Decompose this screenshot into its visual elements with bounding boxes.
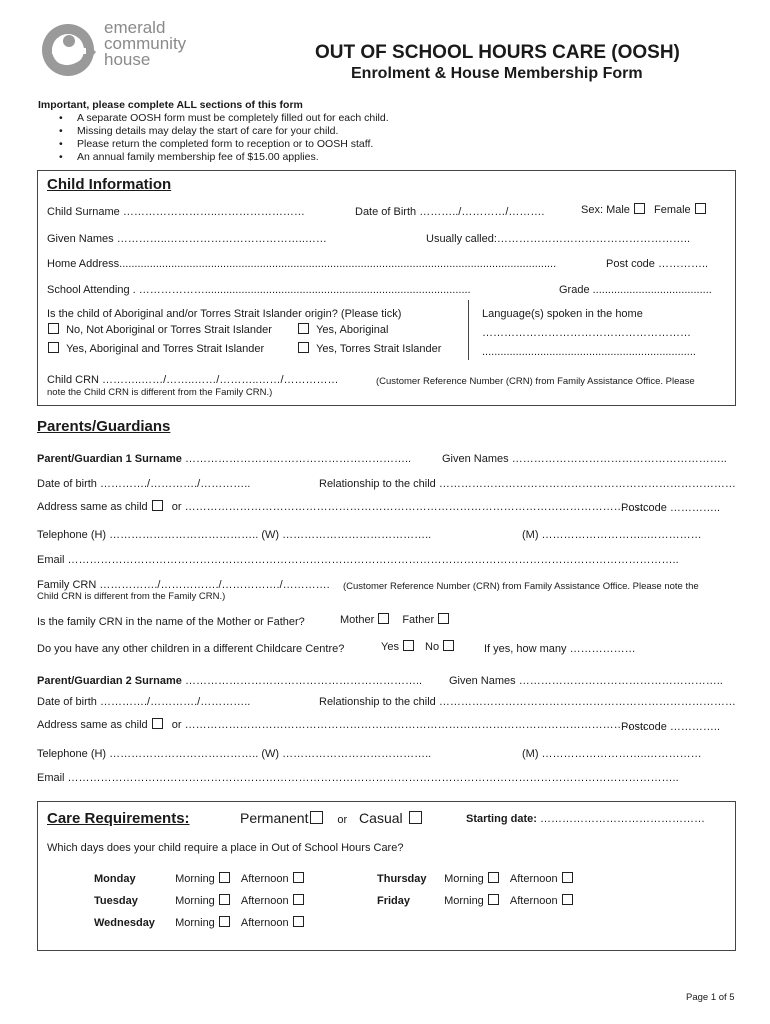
morning-label: Morning bbox=[444, 895, 484, 907]
morning-label: Morning bbox=[175, 873, 215, 885]
important-bullet: • Missing details may delay the start of care for your child. bbox=[53, 125, 389, 138]
morning-label: Morning bbox=[175, 895, 215, 907]
mother-label: Mother bbox=[340, 614, 375, 626]
aboriginal-option-no bbox=[44, 323, 272, 336]
other-children-options bbox=[381, 640, 454, 653]
friday-label: Friday bbox=[377, 895, 411, 907]
tuesday-row bbox=[94, 894, 304, 907]
afternoon-label: Afternoon bbox=[509, 873, 558, 885]
yes-checkbox[interactable] bbox=[403, 640, 414, 651]
aboriginal-option-yes bbox=[294, 323, 388, 336]
days-question: Which days does your child require a place in Out of School Hours Care? bbox=[47, 842, 404, 854]
afternoon-label: Afternoon bbox=[240, 873, 289, 885]
sex-female-label: Female bbox=[653, 204, 691, 216]
care-type-row bbox=[240, 810, 422, 826]
p2-email-field[interactable]: Email ………………………………………………………………………………………………………………………………………………….. bbox=[37, 772, 679, 784]
important-list bbox=[53, 112, 389, 164]
tuesday-afternoon-checkbox[interactable] bbox=[293, 894, 304, 905]
p1-surname-row[interactable] bbox=[37, 453, 411, 465]
permanent-label: Permanent bbox=[240, 810, 309, 826]
crn-name-question: Is the family CRN in the name of the Mother or Father? bbox=[37, 616, 305, 628]
starting-date-row[interactable] bbox=[466, 813, 705, 825]
p2-telephone-field[interactable]: Telephone (H) ………………………………….. (W) ………………………………….. bbox=[37, 748, 432, 760]
care-requirements-title: Care Requirements: bbox=[47, 810, 190, 827]
thursday-afternoon-checkbox[interactable] bbox=[562, 872, 573, 883]
afternoon-label: Afternoon bbox=[240, 917, 289, 929]
p1-address-same-label: Address same as child bbox=[37, 501, 148, 513]
how-many-field[interactable]: If yes, how many ……………… bbox=[484, 643, 636, 655]
languages-line-2[interactable]: ...................................................................... bbox=[482, 346, 696, 358]
child-dob-field[interactable]: Date of Birth ………../…………/………. bbox=[355, 206, 545, 218]
not-aboriginal-checkbox[interactable] bbox=[48, 323, 59, 334]
page-number: Page 1 of 5 bbox=[686, 992, 735, 1003]
family-crn-note: (Customer Reference Number (CRN) from Family Assistance Office. Please note the bbox=[343, 581, 699, 592]
grade-field[interactable]: Grade ....................................... bbox=[559, 284, 712, 296]
no-label: No bbox=[425, 641, 440, 653]
monday-afternoon-checkbox[interactable] bbox=[293, 872, 304, 883]
family-crn-field[interactable]: Family CRN ……………./……………./……………./…………. bbox=[37, 579, 330, 591]
yes-label: Yes bbox=[381, 641, 399, 653]
child-given-names-field[interactable]: Given Names …………..………………………………..…… bbox=[47, 233, 327, 245]
p2-surname-row[interactable] bbox=[37, 675, 422, 687]
tuesday-morning-checkbox[interactable] bbox=[219, 894, 230, 905]
p2-address-field[interactable]: or ……………………………………………………………………………………………………………… bbox=[171, 719, 647, 731]
father-checkbox[interactable] bbox=[438, 613, 449, 624]
p1-email-field[interactable]: Email ………………………………………………………………………………………………………………………………………………….. bbox=[37, 554, 679, 566]
wednesday-label: Wednesday bbox=[94, 917, 155, 929]
aboriginal-option-both bbox=[44, 342, 264, 355]
home-address-field[interactable]: Home Address............................................................................................................................................... bbox=[47, 258, 557, 270]
languages-line-1[interactable]: ………………………………………………… bbox=[482, 327, 691, 339]
aboriginal-question: Is the child of Aboriginal and/or Torres Strait Islander origin? (Please tick) bbox=[47, 308, 402, 320]
important-bullet: • Please return the completed form to reception or to OOSH staff. bbox=[53, 138, 389, 151]
child-postcode-field[interactable]: Post code ………….. bbox=[606, 258, 709, 270]
p1-address-same-checkbox[interactable] bbox=[152, 500, 163, 511]
friday-morning-checkbox[interactable] bbox=[488, 894, 499, 905]
thursday-morning-checkbox[interactable] bbox=[488, 872, 499, 883]
languages-label: Language(s) spoken in the home bbox=[482, 308, 643, 320]
emerald-logo-icon bbox=[38, 22, 100, 78]
page-title: OUT OF SCHOOL HOURS CARE (OOSH) bbox=[315, 42, 680, 63]
p2-surname-label: Parent/Guardian 2 Surname bbox=[37, 675, 182, 687]
casual-label: Casual bbox=[359, 810, 403, 826]
sex-male-label: Sex: Male bbox=[581, 204, 630, 216]
child-usually-called-field[interactable]: Usually called:…………………………………………….. bbox=[426, 233, 691, 245]
wednesday-morning-checkbox[interactable] bbox=[219, 916, 230, 927]
tuesday-label: Tuesday bbox=[94, 895, 138, 907]
divider bbox=[468, 300, 469, 360]
p2-surname-dots: ……………………………………………………….. bbox=[181, 675, 423, 687]
parents-title: Parents/Guardians bbox=[37, 418, 171, 435]
crn-parent-options bbox=[340, 613, 449, 626]
aboriginal-tsi-checkbox[interactable] bbox=[48, 342, 59, 353]
page-subtitle: Enrolment & House Membership Form bbox=[351, 65, 643, 82]
mother-checkbox[interactable] bbox=[378, 613, 389, 624]
p2-dob-field[interactable]: Date of birth …………./…………./………….. bbox=[37, 696, 251, 708]
child-crn-field[interactable]: Child CRN ………..……/……..……/………..……/…………… bbox=[47, 374, 339, 386]
logo-line-1: emerald bbox=[104, 18, 166, 37]
torres-strait-checkbox[interactable] bbox=[298, 342, 309, 353]
no-checkbox[interactable] bbox=[443, 640, 454, 651]
wednesday-afternoon-checkbox[interactable] bbox=[293, 916, 304, 927]
child-information-title: Child Information bbox=[47, 176, 172, 193]
p2-address-row bbox=[37, 718, 647, 731]
p1-address-field[interactable]: or ……………………………………………………………………………………………………………… bbox=[171, 501, 647, 513]
starting-date-label: Starting date: bbox=[466, 813, 537, 825]
thursday-row bbox=[377, 872, 573, 885]
male-checkbox[interactable] bbox=[634, 203, 645, 214]
monday-label: Monday bbox=[94, 873, 136, 885]
monday-morning-checkbox[interactable] bbox=[219, 872, 230, 883]
permanent-checkbox[interactable] bbox=[310, 811, 323, 824]
p1-relationship-field[interactable]: Relationship to the child ……………………………………………………………………… bbox=[319, 478, 736, 490]
female-checkbox[interactable] bbox=[695, 203, 706, 214]
p2-address-same-checkbox[interactable] bbox=[152, 718, 163, 729]
starting-date-dots: ……………………………………… bbox=[536, 813, 705, 825]
p2-relationship-field[interactable]: Relationship to the child ……………………………………………………………………… bbox=[319, 696, 736, 708]
logo-line-3: house bbox=[104, 50, 151, 69]
morning-label: Morning bbox=[444, 873, 484, 885]
afternoon-label: Afternoon bbox=[240, 895, 289, 907]
p2-postcode-field[interactable]: Postcode ………….. bbox=[621, 721, 721, 733]
school-attending-field[interactable]: School Attending . ………………....................................................................................... bbox=[47, 284, 471, 296]
friday-row bbox=[377, 894, 573, 907]
p1-surname-label: Parent/Guardian 1 Surname bbox=[37, 453, 182, 465]
not-aboriginal-label: No, Not Aboriginal or Torres Strait Islander bbox=[66, 324, 272, 336]
casual-checkbox[interactable] bbox=[409, 811, 422, 824]
logo bbox=[38, 18, 208, 78]
p2-address-same-label: Address same as child bbox=[37, 719, 148, 731]
yes-aboriginal-checkbox[interactable] bbox=[298, 323, 309, 334]
p2-mobile-field[interactable]: (M) ………………………..…………… bbox=[522, 748, 702, 760]
p1-telephone-field[interactable]: Telephone (H) ………………………………….. (W) ………………………………….. bbox=[37, 529, 432, 541]
p1-given-names-field[interactable]: Given Names ………………………………………………….. bbox=[442, 453, 727, 465]
important-bullet: • A separate OOSH form must be completely filled out for each child. bbox=[53, 112, 389, 125]
child-surname-field[interactable]: Child Surname ……………………..…………………… bbox=[47, 206, 305, 218]
thursday-label: Thursday bbox=[377, 873, 427, 885]
afternoon-label: Afternoon bbox=[509, 895, 558, 907]
torres-strait-label: Yes, Torres Strait Islander bbox=[316, 343, 442, 355]
or-label: or bbox=[337, 814, 348, 826]
other-children-question: Do you have any other children in a different Childcare Centre? bbox=[37, 643, 345, 655]
p1-dob-field[interactable]: Date of birth …………./…………./………….. bbox=[37, 478, 251, 490]
yes-aboriginal-label: Yes, Aboriginal bbox=[316, 324, 389, 336]
wednesday-row bbox=[94, 916, 304, 929]
sex-row bbox=[581, 203, 706, 216]
morning-label: Morning bbox=[175, 917, 215, 929]
father-label: Father bbox=[402, 614, 435, 626]
aboriginal-option-tsi bbox=[294, 342, 441, 355]
important-bullet: • An annual family membership fee of $15.00 applies. bbox=[53, 151, 389, 164]
logo-text bbox=[104, 20, 186, 68]
logo-line-2: community bbox=[104, 34, 187, 53]
aboriginal-tsi-label: Yes, Aboriginal and Torres Strait Islander bbox=[66, 343, 265, 355]
child-crn-note-2: note the Child CRN is different from the Family CRN.) bbox=[47, 387, 273, 398]
important-heading: Important, please complete ALL sections of this form bbox=[38, 99, 303, 111]
p2-given-names-field[interactable]: Given Names ……………………………………………….. bbox=[449, 675, 723, 687]
friday-afternoon-checkbox[interactable] bbox=[562, 894, 573, 905]
p1-mobile-field[interactable]: (M) ………………………..…………… bbox=[522, 529, 702, 541]
p1-postcode-field[interactable]: Postcode ………….. bbox=[621, 502, 721, 514]
p1-address-row bbox=[37, 500, 647, 513]
family-crn-note-2: Child CRN is different from the Family CRN.) bbox=[37, 591, 226, 602]
child-crn-note: (Customer Reference Number (CRN) from Family Assistance Office. Please bbox=[376, 376, 695, 387]
p1-surname-dots: …………………………………………………….. bbox=[181, 453, 412, 465]
monday-row bbox=[94, 872, 304, 885]
